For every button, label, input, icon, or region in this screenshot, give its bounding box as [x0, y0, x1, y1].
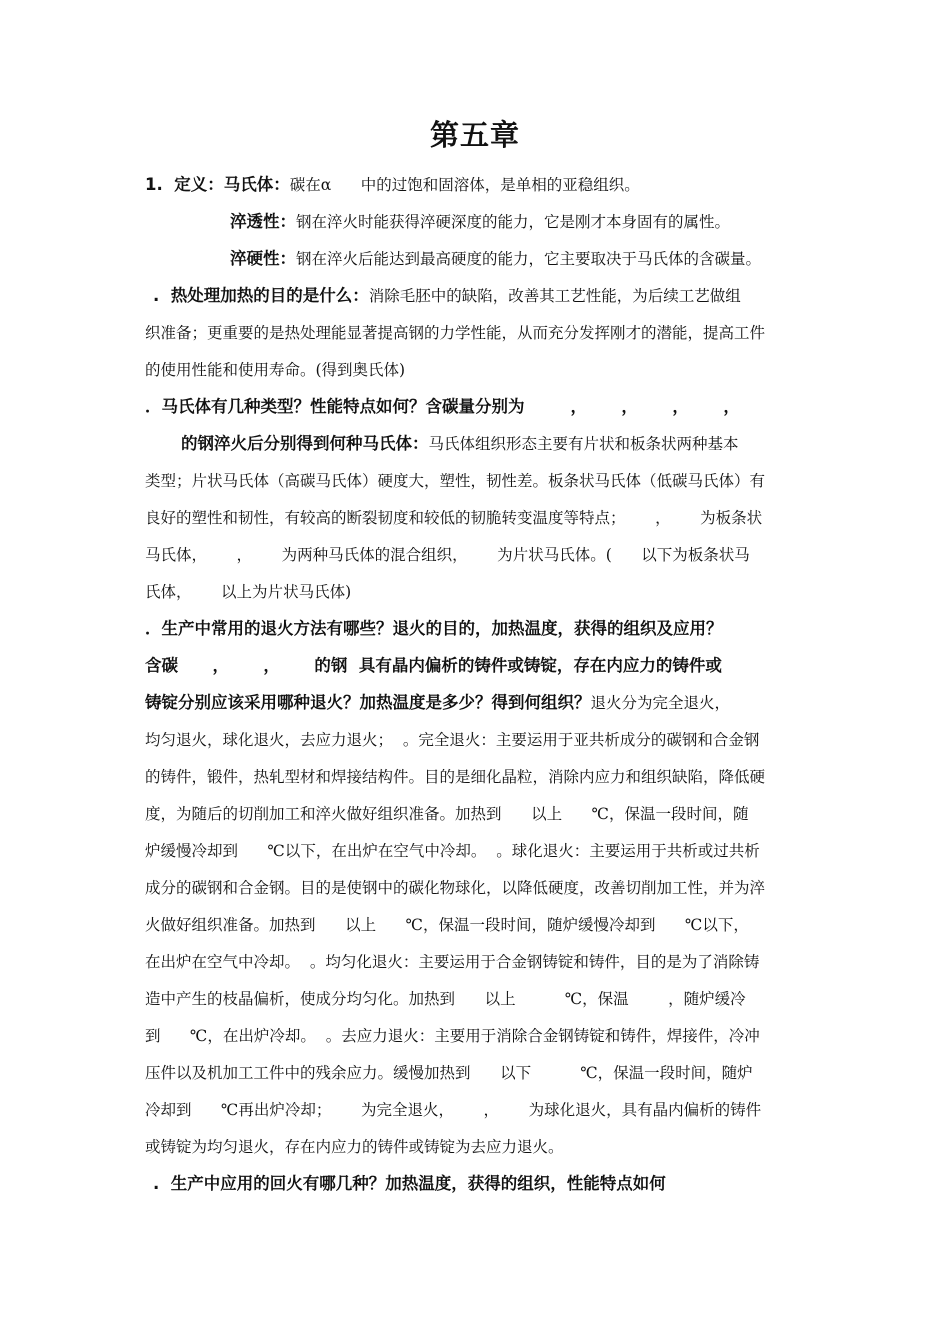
text-line [145, 508, 762, 528]
text-line [145, 730, 759, 750]
text-line [145, 693, 730, 713]
bold-question-text: ．马氏体有几种类型？性能特点如何？含碳量分别为 ， ， ， ， [145, 397, 740, 416]
text-line [145, 841, 760, 861]
answer-text: 类型；片状马氏体（高碳马氏体）硬度大，塑性，韧性差。板条状马氏体（低碳马氏体）有 [145, 472, 766, 490]
answer-text: 氏体， 以上为片状马氏体) [145, 583, 352, 601]
bold-question-text: 1. 定义：马氏体： [145, 175, 290, 194]
text-line [145, 397, 740, 417]
text-line [145, 1137, 564, 1157]
bold-question-text: ．生产中常用的退火方法有哪些？退火的目的，加热温度，获得的组织及应用？ [145, 619, 723, 638]
bold-question-text: . 热处理加热的目的是什么： [153, 286, 369, 305]
answer-text: 或铸锭为均匀退火，存在内应力的铸件或铸锭为去应力退火。 [145, 1138, 564, 1156]
bold-question-text: 淬硬性： [230, 249, 296, 268]
text-line [145, 545, 750, 565]
text-line [145, 471, 765, 491]
text-line [230, 212, 730, 232]
text-line [230, 249, 761, 269]
text-line [145, 175, 640, 195]
text-line [145, 619, 723, 639]
bold-question-text: 淬透性： [230, 212, 296, 231]
chapter-title: 第五章 [429, 118, 520, 152]
answer-text: 良好的塑性和韧性，有较高的断裂韧度和较低的韧脆转变温度等特点； ， 为板条状 [145, 509, 763, 527]
text-line [145, 1063, 753, 1083]
answer-text: 炉缓慢冷却到 ℃以下，在出炉在空气中冷却。 。球化退火：主要运用于共析或过共析 [145, 842, 760, 860]
answer-text: 马氏体， ， 为两种马氏体的混合组织， 为片状马氏体。( 以下为板条状马 [145, 546, 750, 564]
answer-text: 度，为随后的切削加工和淬火做好组织准备。加热到 以上 ℃，保温一段时间，随 [145, 805, 749, 823]
answer-text: 的使用性能和使用寿命。(得到奥氏体) [145, 361, 406, 379]
answer-text: 织准备；更重要的是热处理能显著提高钢的力学性能，从而充分发挥刚才的潜能，提高工件 [145, 324, 766, 342]
text-line [145, 767, 765, 787]
answer-text: 马氏体组织形态主要有片状和板条状两种基本 [428, 435, 739, 453]
bold-question-text: 含碳 ， ， 的钢 具有晶内偏析的铸件或铸锭，存在内应力的铸件或 [145, 656, 722, 675]
answer-text: 造中产生的枝晶偏析，使成分均匀化。加热到 以上 ℃，保温 ，随炉缓冷 [145, 990, 746, 1008]
answer-text: 冷却到 ℃再出炉冷却； 为完全退火， ， 为球化退火，具有晶内偏析的铸件 [145, 1101, 762, 1119]
text-line [145, 1026, 760, 1046]
answer-text: 成分的碳钢和合金钢。目的是使钢中的碳化物球化，以降低硬度，改善切削加工性，并为淬 [145, 879, 766, 897]
bold-question-text: 的钢淬火后分别得到何种马氏体： [181, 434, 429, 453]
text-line [145, 878, 765, 898]
bold-question-text: 铸锭分别应该采用哪种退火？加热温度是多少？得到何组织？ [145, 693, 591, 712]
text-line [181, 434, 739, 454]
text-line [145, 989, 746, 1009]
text-line [145, 360, 405, 380]
text-line [145, 656, 722, 676]
answer-text: 碳在α 中的过饱和固溶体，是单相的亚稳组织。 [289, 176, 640, 194]
text-line [145, 323, 765, 343]
answer-text: 在出炉在空气中冷却。 。均匀化退火：主要运用于合金钢铸锭和铸件，目的是为了消除铸 [145, 953, 760, 971]
text-line [153, 286, 741, 306]
text-line [153, 1174, 666, 1194]
answer-text: 火做好组织准备。加热到 以上 ℃，保温一段时间，随炉缓慢冷却到 ℃以下， [145, 916, 749, 934]
answer-text: 钢在淬火后能达到最高硬度的能力，它主要取决于马氏体的含碳量。 [296, 250, 762, 268]
text-line [145, 952, 759, 972]
answer-text: 均匀退火，球化退火，去应力退火； 。完全退火：主要运用于亚共析成分的碳钢和合金钢 [145, 731, 760, 749]
answer-text: 的铸件，锻件，热轧型材和焊接结构件。目的是细化晶粒，消除内应力和组织缺陷，降低硬 [145, 768, 766, 786]
text-line [145, 915, 749, 935]
answer-text: 消除毛胚中的缺陷，改善其工艺性能，为后续工艺做组 [368, 287, 741, 305]
text-line [145, 804, 748, 824]
text-line [145, 582, 351, 602]
answer-text: 到 ℃，在出炉冷却。 。去应力退火：主要用于消除合金钢铸锭和铸件，焊接件，冷冲 [145, 1027, 760, 1045]
bold-question-text: . 生产中应用的回火有哪几种？加热温度，获得的组织，性能特点如何 [153, 1174, 666, 1193]
answer-text: 压件以及机加工工件中的残余应力。缓慢加热到 以下 ℃，保温一段时间，随炉 [145, 1064, 753, 1082]
text-line [145, 1100, 761, 1120]
answer-text: 退火分为完全退火， [590, 694, 731, 712]
answer-text: 钢在淬火时能获得淬硬深度的能力，它是刚才本身固有的属性。 [296, 213, 731, 231]
